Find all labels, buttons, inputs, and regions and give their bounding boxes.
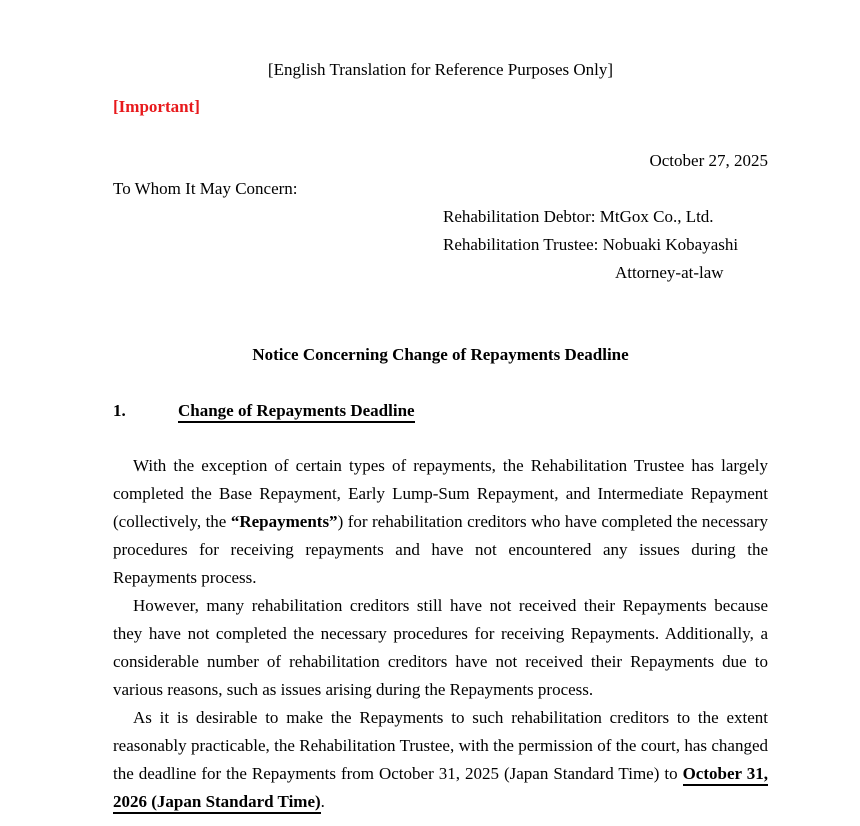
paragraph-1-text-after: ) for rehabilitation creditors who have completed the necessary procedures for receiving repayments and have not encountered any issues during the Repayments process. xyxy=(113,512,768,587)
repayments-term: “Repayments” xyxy=(230,512,338,531)
trustee-title: Attorney-at-law xyxy=(615,263,724,282)
paragraph-1 xyxy=(113,452,768,592)
important-label: [Important] xyxy=(113,97,200,116)
new-deadline-date: October 31, 2026 (Japan Standard Time) xyxy=(113,764,768,814)
paragraph-3-text-before: As it is desirable to make the Repayments to such rehabilitation creditors to the extent reasonably practicable, the Rehabilitation Trustee, with the permission of the court, has changed the deadline for the Repayments from October 31, 2025 (Japan Standard Time) to xyxy=(113,708,768,783)
signature-block xyxy=(443,203,768,287)
paragraph-3 xyxy=(113,704,768,816)
section-title: Change of Repayments Deadline xyxy=(178,401,415,423)
translation-note: [English Translation for Reference Purposes Only] xyxy=(267,60,614,79)
date-line: October 27, 2025 xyxy=(649,151,768,170)
document-title: Notice Concerning Change of Repayments Deadline xyxy=(252,345,629,364)
paragraph-2-text: However, many rehabilitation creditors still have not received their Repayments because they have not completed the necessary procedures for receiving Repayments. Additionally, a considerable number of rehabilitation creditors have not received their Repayments due to various reasons, such as issues arising during the Repayments process. xyxy=(113,596,768,699)
paragraph-1-text-before: With the exception of certain types of repayments, the Rehabilitation Trustee has largely completed the Base Repayment, Early Lump-Sum Repayment, and Intermediate Repayment (collectively, the xyxy=(113,456,768,531)
section-heading xyxy=(113,397,768,425)
paragraph-2 xyxy=(113,592,768,704)
salutation: To Whom It May Concern: xyxy=(113,179,298,198)
section-number: 1. xyxy=(113,401,126,420)
trustee-line: Rehabilitation Trustee: Nobuaki Kobayashi xyxy=(443,235,739,254)
debtor-line: Rehabilitation Debtor: MtGox Co., Ltd. xyxy=(443,207,714,226)
paragraph-3-text-after: . xyxy=(320,792,325,811)
